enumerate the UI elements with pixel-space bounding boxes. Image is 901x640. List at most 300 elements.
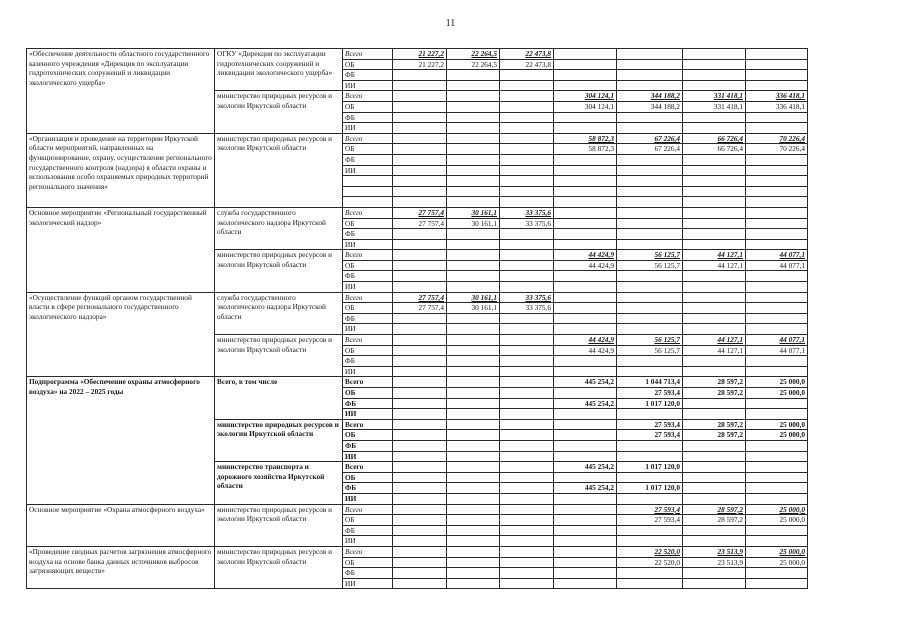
amount-cell	[500, 80, 554, 91]
amount-cell	[683, 123, 746, 134]
amount-cell	[447, 313, 500, 324]
amount-cell	[500, 313, 554, 324]
amount-cell	[683, 313, 746, 324]
amount-cell	[554, 197, 617, 208]
amount-cell	[500, 483, 554, 494]
funding-source-label: ОБ	[343, 144, 393, 155]
amount-cell	[500, 70, 554, 81]
amount-cell: 44 077,1	[746, 345, 808, 356]
amount-cell	[393, 313, 447, 324]
budget-table-body	[27, 49, 870, 589]
funding-source-label: ФБ	[343, 313, 393, 324]
amount-cell	[617, 578, 683, 589]
amount-cell	[447, 80, 500, 91]
amount-cell	[500, 197, 554, 208]
funding-source-label: ИИ	[343, 282, 393, 293]
funding-source-label: Всего	[343, 419, 393, 430]
responsible-executor: министерство природных ресурсов и экологии Иркутской области	[215, 335, 343, 377]
amount-cell: 67 226,4	[617, 133, 683, 144]
amount-cell	[683, 536, 746, 547]
amount-cell	[500, 335, 554, 346]
responsible-executor: министерство природных ресурсов и экологии Иркутской области	[215, 250, 343, 292]
amount-cell: 25 000,0	[746, 504, 808, 515]
amount-cell: 445 254,2	[554, 377, 617, 388]
amount-cell	[500, 409, 554, 420]
amount-cell	[500, 504, 554, 515]
activity-name: «Осуществление функций органом государственной власти в сфере регионального государственного экологического надзора»	[27, 292, 215, 377]
amount-cell	[746, 165, 808, 176]
amount-cell	[393, 229, 447, 240]
activity-name: «Проведение сводных расчетов загрязнения атмосферного воздуха на основе банка данных источников выбросов загрязняющих веществ»	[27, 546, 215, 588]
amount-cell	[393, 345, 447, 356]
amount-cell	[683, 80, 746, 91]
amount-cell	[554, 292, 617, 303]
responsible-executor: министерство природных ресурсов и экологии Иркутской области	[215, 504, 343, 546]
amount-cell	[447, 525, 500, 536]
amount-cell: 25 000,0	[746, 557, 808, 568]
amount-cell	[746, 366, 808, 377]
funding-source-label: ИИ	[343, 324, 393, 335]
amount-cell	[393, 144, 447, 155]
amount-cell: 304 124,1	[554, 91, 617, 102]
amount-cell	[554, 430, 617, 441]
amount-cell	[447, 578, 500, 589]
amount-cell	[746, 80, 808, 91]
funding-source-label: ФБ	[343, 70, 393, 81]
funding-source-label: ФБ	[343, 112, 393, 123]
amount-cell	[683, 59, 746, 70]
amount-cell	[500, 388, 554, 399]
amount-cell	[393, 239, 447, 250]
amount-cell: 344 188,2	[617, 101, 683, 112]
amount-cell	[617, 154, 683, 165]
table-row	[27, 292, 870, 303]
funding-source-label: Всего	[343, 292, 393, 303]
amount-cell: 44 127,1	[683, 335, 746, 346]
amount-cell	[500, 536, 554, 547]
amount-cell	[393, 101, 447, 112]
funding-source-label: ИИ	[343, 493, 393, 504]
amount-cell	[393, 398, 447, 409]
amount-cell	[447, 430, 500, 441]
amount-cell	[393, 451, 447, 462]
amount-cell	[447, 70, 500, 81]
amount-cell	[683, 409, 746, 420]
amount-cell: 23 513,9	[683, 546, 746, 557]
amount-cell	[500, 493, 554, 504]
funding-source-label	[343, 197, 393, 208]
amount-cell	[554, 568, 617, 579]
amount-cell: 25 000,0	[746, 388, 808, 399]
amount-cell	[683, 154, 746, 165]
amount-cell	[683, 207, 746, 218]
responsible-executor: министерство транспорта и дорожного хозяйства Иркутской области	[215, 462, 343, 504]
amount-cell	[554, 557, 617, 568]
amount-cell	[617, 313, 683, 324]
funding-source-label: Всего	[343, 504, 393, 515]
amount-cell	[617, 472, 683, 483]
amount-cell	[447, 504, 500, 515]
amount-cell	[500, 419, 554, 430]
amount-cell	[683, 568, 746, 579]
amount-cell	[447, 324, 500, 335]
amount-cell	[500, 91, 554, 102]
amount-cell	[617, 112, 683, 123]
amount-cell	[447, 472, 500, 483]
amount-cell	[746, 462, 808, 473]
amount-cell	[393, 123, 447, 134]
amount-cell	[746, 451, 808, 462]
amount-cell: 27 593,4	[617, 515, 683, 526]
amount-cell: 66 726,4	[683, 133, 746, 144]
amount-cell: 445 254,2	[554, 483, 617, 494]
amount-cell: 27 757,4	[393, 303, 447, 314]
amount-cell	[617, 271, 683, 282]
amount-cell	[447, 229, 500, 240]
amount-cell	[393, 409, 447, 420]
amount-cell	[500, 324, 554, 335]
amount-cell: 33 375,6	[500, 303, 554, 314]
funding-source-label: Всего	[343, 207, 393, 218]
amount-cell	[617, 324, 683, 335]
amount-cell	[617, 451, 683, 462]
amount-cell	[447, 388, 500, 399]
amount-cell	[554, 112, 617, 123]
amount-cell	[683, 218, 746, 229]
amount-cell	[393, 197, 447, 208]
amount-cell: 56 125,7	[617, 250, 683, 261]
funding-source-label	[343, 176, 393, 187]
amount-cell: 27 757,4	[393, 207, 447, 218]
amount-cell	[746, 568, 808, 579]
amount-cell	[500, 398, 554, 409]
funding-source-label: ФБ	[343, 271, 393, 282]
amount-cell: 44 077,1	[746, 260, 808, 271]
amount-cell	[447, 462, 500, 473]
amount-cell	[393, 568, 447, 579]
amount-cell	[500, 525, 554, 536]
amount-cell	[447, 271, 500, 282]
amount-cell: 44 127,1	[683, 260, 746, 271]
amount-cell	[554, 165, 617, 176]
budget-table	[26, 48, 870, 589]
amount-cell	[683, 239, 746, 250]
amount-cell	[500, 123, 554, 134]
funding-source-label: ОБ	[343, 303, 393, 314]
amount-cell: 25 000,0	[746, 377, 808, 388]
amount-cell	[554, 303, 617, 314]
funding-source-label: ОБ	[343, 345, 393, 356]
amount-cell	[500, 557, 554, 568]
amount-cell: 44 424,9	[554, 345, 617, 356]
amount-cell	[500, 345, 554, 356]
amount-cell	[683, 186, 746, 197]
amount-cell	[554, 515, 617, 526]
funding-source-label: ОБ	[343, 515, 393, 526]
funding-source-label: ИИ	[343, 239, 393, 250]
amount-cell	[617, 59, 683, 70]
amount-cell	[393, 493, 447, 504]
funding-source-label: ОБ	[343, 101, 393, 112]
amount-cell	[447, 568, 500, 579]
amount-cell	[554, 472, 617, 483]
amount-cell	[500, 356, 554, 367]
amount-cell	[500, 451, 554, 462]
amount-cell	[393, 472, 447, 483]
amount-cell	[746, 123, 808, 134]
amount-cell	[746, 197, 808, 208]
activity-name: Основное мероприятие «Охрана атмосферного воздуха»	[27, 504, 215, 546]
amount-cell	[447, 366, 500, 377]
amount-cell	[617, 303, 683, 314]
amount-cell: 21 227,2	[393, 59, 447, 70]
amount-cell: 28 597,2	[683, 419, 746, 430]
funding-source-label: ИИ	[343, 536, 393, 547]
amount-cell: 25 000,0	[746, 546, 808, 557]
amount-cell	[447, 493, 500, 504]
funding-source-label: ИИ	[343, 451, 393, 462]
amount-cell	[393, 80, 447, 91]
amount-cell	[500, 472, 554, 483]
amount-cell	[393, 430, 447, 441]
amount-cell: 30 161,1	[447, 218, 500, 229]
amount-cell	[393, 335, 447, 346]
amount-cell	[393, 483, 447, 494]
amount-cell: 22 473,8	[500, 49, 554, 60]
amount-cell	[554, 59, 617, 70]
amount-cell	[393, 250, 447, 261]
amount-cell	[500, 101, 554, 112]
amount-cell	[746, 59, 808, 70]
amount-cell: 336 418,1	[746, 91, 808, 102]
amount-cell	[746, 440, 808, 451]
amount-cell	[683, 112, 746, 123]
responsible-executor: министерство природных ресурсов и экологии Иркутской области	[215, 419, 343, 461]
amount-cell: 1 017 120,0	[617, 398, 683, 409]
amount-cell	[447, 345, 500, 356]
amount-cell: 445 254,2	[554, 462, 617, 473]
amount-cell	[393, 186, 447, 197]
amount-cell	[500, 568, 554, 579]
amount-cell	[746, 70, 808, 81]
amount-cell	[554, 451, 617, 462]
amount-cell	[746, 493, 808, 504]
funding-source-label: ОБ	[343, 430, 393, 441]
table-row	[27, 49, 870, 60]
amount-cell	[746, 49, 808, 60]
amount-cell: 33 375,6	[500, 218, 554, 229]
amount-cell	[393, 260, 447, 271]
amount-cell	[683, 303, 746, 314]
amount-cell	[554, 440, 617, 451]
amount-cell	[447, 515, 500, 526]
amount-cell	[447, 112, 500, 123]
amount-cell	[447, 176, 500, 187]
amount-cell	[554, 271, 617, 282]
funding-source-label: ОБ	[343, 59, 393, 70]
amount-cell	[447, 250, 500, 261]
funding-source-label: Всего	[343, 377, 393, 388]
funding-source-label: ФБ	[343, 568, 393, 579]
amount-cell: 23 513,9	[683, 557, 746, 568]
amount-cell	[500, 250, 554, 261]
amount-cell	[393, 504, 447, 515]
amount-cell	[447, 409, 500, 420]
amount-cell	[447, 335, 500, 346]
amount-cell	[746, 154, 808, 165]
amount-cell	[554, 123, 617, 134]
table-row	[27, 133, 870, 144]
amount-cell	[554, 239, 617, 250]
amount-cell: 30 161,1	[447, 303, 500, 314]
amount-cell	[746, 282, 808, 293]
amount-cell	[554, 504, 617, 515]
funding-source-label: ФБ	[343, 525, 393, 536]
amount-cell	[447, 91, 500, 102]
amount-cell: 44 077,1	[746, 335, 808, 346]
amount-cell	[746, 303, 808, 314]
amount-cell	[500, 239, 554, 250]
amount-cell: 331 418,1	[683, 101, 746, 112]
amount-cell	[617, 356, 683, 367]
funding-source-label: ИИ	[343, 578, 393, 589]
amount-cell	[617, 229, 683, 240]
amount-cell	[393, 356, 447, 367]
amount-cell	[447, 154, 500, 165]
amount-cell	[617, 440, 683, 451]
funding-source-label: ФБ	[343, 154, 393, 165]
amount-cell: 67 226,4	[617, 144, 683, 155]
responsible-executor: министерство природных ресурсов и экологии Иркутской области	[215, 91, 343, 133]
amount-cell: 27 593,4	[617, 419, 683, 430]
amount-cell	[393, 271, 447, 282]
amount-cell	[500, 430, 554, 441]
amount-cell: 27 593,4	[617, 430, 683, 441]
amount-cell	[554, 186, 617, 197]
amount-cell	[500, 377, 554, 388]
amount-cell	[746, 578, 808, 589]
amount-cell: 28 597,2	[683, 377, 746, 388]
amount-cell	[746, 218, 808, 229]
activity-name: «Организация и проведение на территории Иркутской области мероприятий, направленных на функционирование, охрану, осуществление регионального государственного контроля (надзора) в области охраны и использования особо охраняемых природных территорий регионального значения»	[27, 133, 215, 207]
amount-cell	[617, 218, 683, 229]
activity-name: Основное мероприятие «Региональный государственный экологический надзор»	[27, 207, 215, 292]
amount-cell: 25 000,0	[746, 430, 808, 441]
amount-cell	[683, 578, 746, 589]
amount-cell	[746, 229, 808, 240]
amount-cell	[500, 462, 554, 473]
amount-cell	[500, 515, 554, 526]
funding-source-label: ОБ	[343, 260, 393, 271]
amount-cell	[683, 271, 746, 282]
amount-cell	[683, 462, 746, 473]
amount-cell	[683, 398, 746, 409]
amount-cell	[500, 578, 554, 589]
amount-cell	[554, 419, 617, 430]
amount-cell: 28 597,2	[683, 504, 746, 515]
amount-cell	[683, 282, 746, 293]
table-row	[27, 377, 870, 388]
amount-cell	[554, 176, 617, 187]
funding-source-label: Всего	[343, 462, 393, 473]
amount-cell: 22 520,0	[617, 546, 683, 557]
amount-cell: 331 418,1	[683, 91, 746, 102]
amount-cell	[617, 186, 683, 197]
amount-cell	[447, 165, 500, 176]
amount-cell	[617, 123, 683, 134]
amount-cell	[554, 229, 617, 240]
funding-source-label: ОБ	[343, 388, 393, 399]
amount-cell	[617, 239, 683, 250]
amount-cell	[393, 515, 447, 526]
table-row	[27, 207, 870, 218]
amount-cell	[746, 239, 808, 250]
amount-cell: 22 264,5	[447, 49, 500, 60]
amount-cell: 27 757,4	[393, 218, 447, 229]
amount-cell	[617, 80, 683, 91]
funding-source-label: ФБ	[343, 440, 393, 451]
funding-source-label: Всего	[343, 91, 393, 102]
amount-cell: 56 125,7	[617, 335, 683, 346]
amount-cell	[393, 282, 447, 293]
amount-cell	[500, 282, 554, 293]
amount-cell: 30 161,1	[447, 207, 500, 218]
amount-cell	[500, 176, 554, 187]
responsible-executor: служба государственного экологического надзора Иркутской области	[215, 207, 343, 249]
amount-cell: 27 757,4	[393, 292, 447, 303]
amount-cell	[683, 49, 746, 60]
amount-cell	[683, 483, 746, 494]
amount-cell	[447, 186, 500, 197]
activity-name: Подпрограмма «Обеспечение охраны атмосферного воздуха» на 2022 – 2025 годы	[27, 377, 215, 504]
amount-cell	[683, 176, 746, 187]
amount-cell: 304 124,1	[554, 101, 617, 112]
amount-cell: 27 593,4	[617, 388, 683, 399]
funding-source-label: ОБ	[343, 472, 393, 483]
amount-cell	[683, 493, 746, 504]
amount-cell	[554, 218, 617, 229]
amount-cell	[554, 313, 617, 324]
amount-cell	[617, 207, 683, 218]
amount-cell	[393, 324, 447, 335]
amount-cell: 44 424,9	[554, 250, 617, 261]
responsible-executor: министерство природных ресурсов и экологии Иркутской области	[215, 133, 343, 207]
amount-cell	[683, 229, 746, 240]
amount-cell: 44 127,1	[683, 345, 746, 356]
amount-cell	[746, 186, 808, 197]
amount-cell	[617, 568, 683, 579]
amount-cell	[746, 112, 808, 123]
amount-cell	[746, 525, 808, 536]
funding-source-label: ФБ	[343, 356, 393, 367]
amount-cell	[746, 409, 808, 420]
amount-cell	[617, 409, 683, 420]
amount-cell	[683, 324, 746, 335]
amount-cell	[447, 356, 500, 367]
amount-cell	[500, 133, 554, 144]
amount-cell	[554, 409, 617, 420]
amount-cell	[617, 525, 683, 536]
amount-cell	[393, 440, 447, 451]
amount-cell: 33 375,6	[500, 292, 554, 303]
amount-cell	[746, 356, 808, 367]
amount-cell: 56 125,7	[617, 345, 683, 356]
amount-cell	[500, 440, 554, 451]
amount-cell	[447, 123, 500, 134]
amount-cell	[554, 49, 617, 60]
amount-cell	[447, 546, 500, 557]
amount-cell	[683, 197, 746, 208]
